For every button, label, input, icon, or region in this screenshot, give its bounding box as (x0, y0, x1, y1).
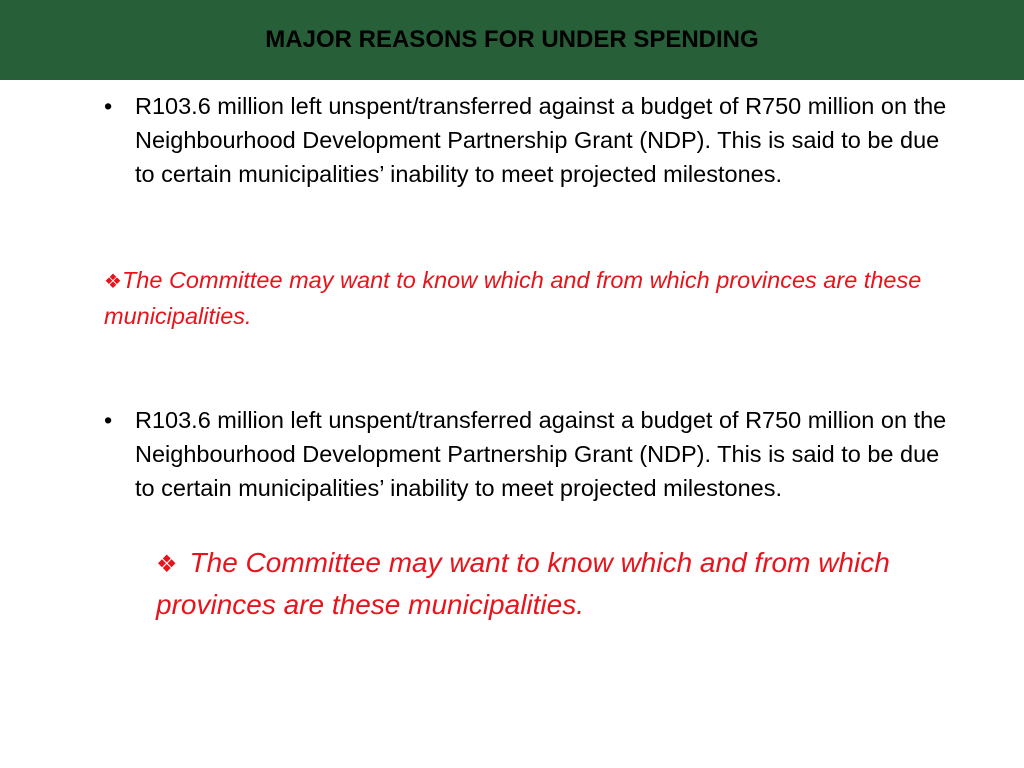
committee-note-2 (156, 543, 956, 625)
bullet-item-1 (104, 89, 954, 191)
diamond-bullet-icon: ❖ (156, 551, 178, 578)
slide-title: MAJOR REASONS FOR UNDER SPENDING (265, 26, 759, 53)
committee-note-text: The Committee may want to know which and from which provinces are these municipalities. (104, 267, 922, 329)
title-bar (0, 0, 1024, 80)
committee-note-text: The Committee may want to know which and from which provinces are these municipalities. (156, 547, 890, 620)
committee-note-1 (104, 263, 984, 333)
bullet-item-2 (104, 403, 954, 505)
bullet-icon: • (104, 93, 113, 119)
bullet-icon: • (104, 407, 113, 433)
bullet-text: R103.6 million left unspent/transferred against a budget of R750 million on the Neighbourhood Development Partnership Grant (NDP). This is said to be due to certain municipalities’ inability to meet projected milestones. (135, 407, 947, 501)
bullet-text: R103.6 million left unspent/transferred against a budget of R750 million on the Neighbourhood Development Partnership Grant (NDP). This is said to be due to certain municipalities’ inability to meet projected milestones. (135, 93, 947, 187)
diamond-bullet-icon: ❖ (104, 271, 122, 293)
